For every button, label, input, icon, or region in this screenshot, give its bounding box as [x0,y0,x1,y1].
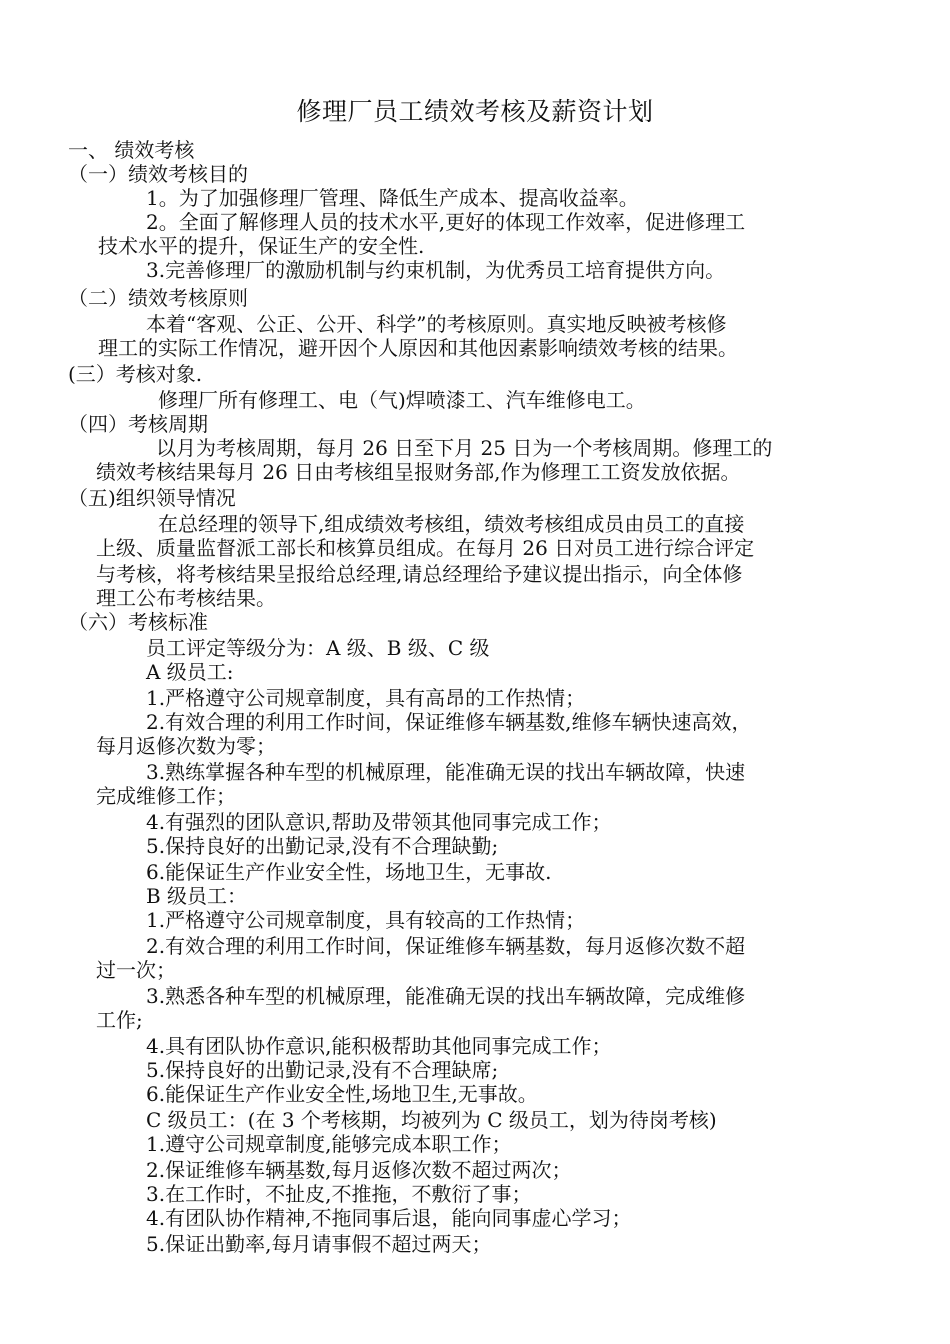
paragraph-line: 技术水平的提升，保证生产的安全性. [98,234,425,258]
subsection-heading: （一）绩效考核目的 [68,162,248,186]
grade-label: B 级员工： [146,884,248,908]
list-item: 6.能保证生产作业安全性，场地卫生，无事故. [146,860,552,884]
list-item: 4.有强烈的团队意识,帮助及带领其他同事完成工作； [146,810,612,834]
paragraph-line: 以月为考核周期，每月 26 日至下月 25 日为一个考核周期。修理工的 [156,436,773,460]
list-item: 工作; [96,1008,143,1032]
paragraph-line: 修理厂所有修理工、电（气)焊喷漆工、汽车维修电工。 [158,388,646,412]
paragraph-line: 员工评定等级分为：A 级、B 级、C 级 [146,636,490,660]
grade-label: C 级员工：(在 3 个考核期，均被列为 C 级员工，划为待岗考核) [146,1108,717,1132]
paragraph-line: 1。为了加强修理厂管理、降低生产成本、提高收益率。 [146,186,639,210]
list-item: 3.熟练掌握各种车型的机械原理，能准确无误的找出车辆故障，快速 [146,760,746,784]
subsection-heading: （五)组织领导情况 [68,486,236,510]
subsection-heading: (三）考核对象. [68,362,203,386]
list-item: 每月返修次数为零； [96,734,276,758]
list-item: 完成维修工作； [96,784,236,808]
paragraph-line: 上级、质量监督派工部长和核算员组成。在每月 26 日对员工进行综合评定 [96,536,755,560]
paragraph-line: 绩效考核结果每月 26 日由考核组呈报财务部,作为修理工工资发放依据。 [96,460,741,484]
list-item: 2.保证维修车辆基数,每月返修次数不超过两次； [146,1158,572,1182]
list-item: 6.能保证生产作业安全性,场地卫生,无事故。 [146,1082,538,1106]
subsection-heading: （六）考核标准 [68,610,208,634]
paragraph-line: 理工的实际工作情况，避开因个人原因和其他因素影响绩效考核的结果。 [98,336,738,360]
paragraph-line: 与考核，将考核结果呈报给总经理,请总经理给予建议提出指示，向全体修 [96,562,743,586]
section-heading: 一、 绩效考核 [68,138,195,162]
list-item: 4.具有团队协作意识,能积极帮助其他同事完成工作； [146,1034,612,1058]
paragraph-line: 在总经理的领导下,组成绩效考核组，绩效考核组成员由员工的直接 [158,512,745,536]
paragraph-line: 3.完善修理厂的激励机制与约束机制，为优秀员工培育提供方向。 [146,258,726,282]
list-item: 1.严格遵守公司规章制度，具有较高的工作热情； [146,908,586,932]
list-item: 1.遵守公司规章制度,能够完成本职工作； [146,1132,512,1156]
list-item: 5.保持良好的出勤记录,没有不合理缺席; [146,1058,499,1082]
list-item: 1.严格遵守公司规章制度，具有高昂的工作热情； [146,686,586,710]
paragraph-line: 2。全面了解修理人员的技术水平,更好的体现工作效率，促进修理工 [146,210,746,234]
list-item: 3.熟悉各种车型的机械原理，能准确无误的找出车辆故障，完成维修 [146,984,746,1008]
grade-label: A 级员工: [146,660,234,684]
list-item: 5.保证出勤率,每月请事假不超过两天； [146,1232,492,1256]
list-item: 5.保持良好的出勤记录,没有不合理缺勤; [146,834,499,858]
list-item: 过一次； [96,958,176,982]
list-item: 2.有效合理的利用工作时间，保证维修车辆基数,维修车辆快速高效， [146,710,752,734]
list-item: 3.在工作时，不扯皮,不推拖，不敷衍了事； [146,1182,532,1206]
paragraph-line: 理工公布考核结果。 [96,586,276,610]
page-title: 修理厂员工绩效考核及薪资计划 [296,97,654,126]
subsection-heading: （二）绩效考核原则 [68,286,248,310]
subsection-heading: （四）考核周期 [68,412,208,436]
list-item: 2.有效合理的利用工作时间，保证维修车辆基数，每月返修次数不超 [146,934,746,958]
list-item: 4.有团队协作精神,不拖同事后退，能向同事虚心学习； [146,1206,632,1230]
paragraph-line: 本着“客观、公正、公开、科学”的考核原则。真实地反映被考核修 [146,312,727,336]
